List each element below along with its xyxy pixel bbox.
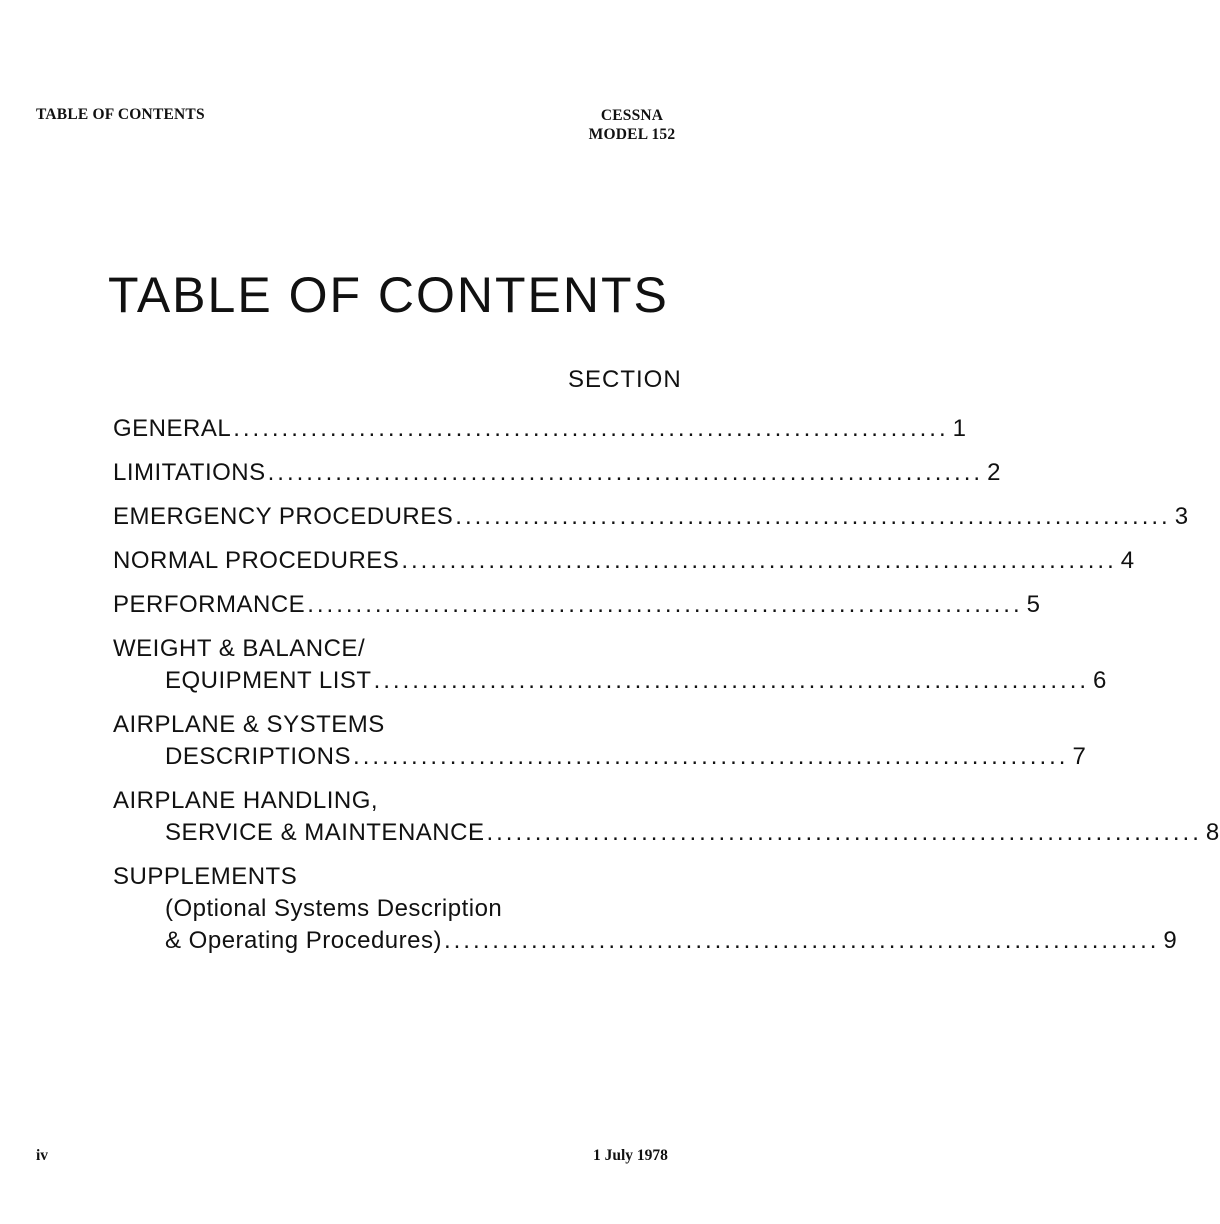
toc-entry-handling-service[interactable]	[113, 785, 1220, 849]
toc-entry-label-continued: & Operating Procedures)	[165, 927, 442, 954]
toc-entry-section-number: 5	[1026, 591, 1041, 618]
running-header-right	[567, 106, 697, 144]
toc-entry-normal-procedures[interactable]	[113, 545, 1135, 577]
toc-entry-label: GENERAL	[113, 415, 232, 442]
toc-entry-label: SUPPLEMENTS	[113, 863, 298, 890]
toc-entry-weight-balance[interactable]	[113, 633, 1107, 697]
toc-list	[113, 413, 1220, 969]
revision-date: 1 July 1978	[593, 1147, 668, 1164]
running-header-left: TABLE OF CONTENTS	[36, 106, 205, 123]
toc-entry-label: LIMITATIONS	[113, 459, 266, 486]
toc-entry-general[interactable]	[113, 413, 967, 445]
leader-dots: ..........................................................................	[443, 927, 1160, 954]
toc-entry-emergency-procedures[interactable]	[113, 501, 1189, 533]
toc-entry-label: NORMAL PROCEDURES	[113, 547, 400, 574]
toc-entry-label-continued: SERVICE & MAINTENANCE	[165, 819, 485, 846]
toc-entry-section-number: 4	[1120, 547, 1135, 574]
toc-entry-label-continued: DESCRIPTIONS	[165, 743, 352, 770]
leader-dots: ..........................................................................	[353, 743, 1069, 770]
leader-dots: ..........................................................................	[307, 591, 1023, 618]
toc-entry-label: AIRPLANE & SYSTEMS	[113, 711, 385, 738]
leader-dots: ..........................................................................	[267, 459, 984, 486]
toc-entry-label: WEIGHT & BALANCE/	[113, 635, 366, 662]
header-manufacturer: CESSNA	[600, 107, 664, 124]
toc-entry-section-number: 2	[987, 459, 1001, 486]
toc-entry-supplements[interactable]	[113, 861, 1178, 957]
toc-entry-performance[interactable]	[113, 589, 1041, 621]
leader-dots: ..........................................................................	[455, 503, 1171, 530]
leader-dots: ..........................................................................	[486, 819, 1202, 846]
leader-dots: ..........................................................................	[373, 667, 1090, 694]
toc-entry-section-number: 3	[1174, 503, 1189, 530]
toc-entry-section-number: 8	[1205, 819, 1220, 846]
toc-entry-limitations[interactable]	[113, 457, 1001, 489]
toc-entry-label-continued: (Optional Systems Description	[165, 895, 503, 922]
toc-entry-label-continued: EQUIPMENT LIST	[165, 667, 372, 694]
toc-entry-section-number: 9	[1163, 927, 1178, 954]
toc-entry-label: EMERGENCY PROCEDURES	[113, 503, 454, 530]
toc-entry-label: PERFORMANCE	[113, 591, 306, 618]
leader-dots: ..........................................................................	[233, 415, 949, 442]
page-number: iv	[36, 1147, 49, 1164]
page-title: TABLE OF CONTENTS	[108, 267, 669, 323]
section-column-heading: SECTION	[568, 366, 682, 393]
header-model: MODEL 152	[588, 126, 676, 143]
toc-entry-label: AIRPLANE HANDLING,	[113, 787, 379, 814]
toc-entry-section-number: 7	[1072, 743, 1087, 770]
toc-entry-airplane-systems[interactable]	[113, 709, 1087, 773]
toc-entry-section-number: 6	[1093, 667, 1107, 694]
leader-dots: ..........................................................................	[401, 547, 1117, 574]
toc-entry-section-number: 1	[952, 415, 967, 442]
